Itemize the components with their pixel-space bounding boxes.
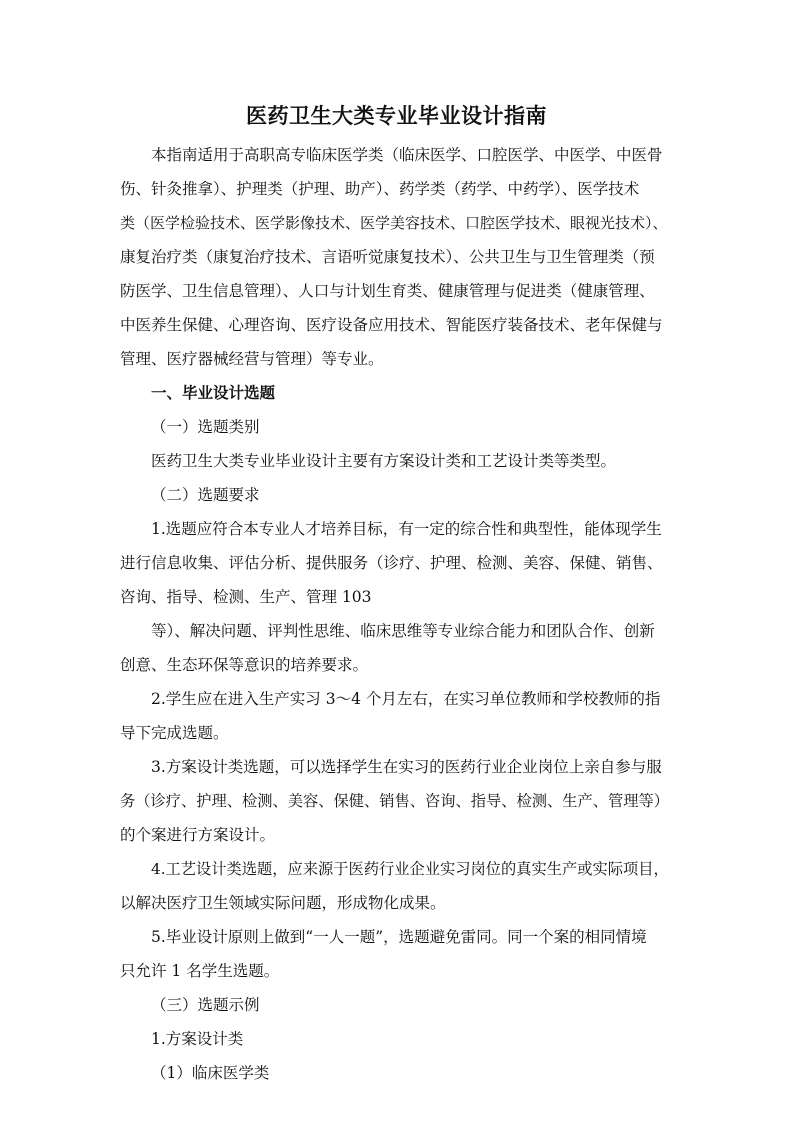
subsection-heading-3: （三）选题示例: [151, 996, 260, 1014]
document-title: 医药卫生大类专业毕业设计指南: [246, 104, 547, 128]
intro-line-1: 本指南适用于高职高专临床医学类（临床医学、口腔医学、中医学、中医骨: [151, 146, 663, 164]
requirement-1-line-5: 创意、生态环保等意识的培养要求。: [120, 656, 369, 674]
requirement-4-line-2: 以解决医疗卫生领域实际问题，形成物化成果。: [120, 894, 446, 912]
example-subheading-1: （1）临床医学类: [151, 1064, 270, 1082]
intro-line-3: 类（医学检验技术、医学影像技术、医学美容技术、口腔医学技术、眼视光技术）、: [120, 214, 668, 232]
requirement-1-line-1: 1.选题应符合本专业人才培养目标，有一定的综合性和典型性，能体现学生: [151, 520, 662, 538]
requirement-2-line-1: 2.学生应在进入生产实习 3～4 个月左右，在实习单位教师和学校教师的指: [151, 690, 661, 708]
requirement-1-line-2: 进行信息收集、评估分析、提供服务（诊疗、护理、检测、美容、保健、销售、: [120, 554, 663, 572]
requirement-3-line-2: 务（诊疗、护理、检测、美容、保健、销售、咨询、指导、检测、生产、管理等）: [120, 792, 669, 810]
requirement-5-line-2: 只允许 1 名学生选题。: [120, 962, 280, 980]
subsection-heading-1: （一）选题类别: [151, 418, 260, 436]
section-heading-1: 一、毕业设计选题: [151, 384, 276, 402]
requirement-5-line-1: 5.毕业设计原则上做到“一人一题”，选题避免雷同。同一个案的相同情境: [151, 928, 647, 946]
example-heading-1: 1.方案设计类: [151, 1030, 244, 1048]
requirement-3-line-3: 的个案进行方案设计。: [120, 826, 276, 844]
intro-line-5: 防医学、卫生信息管理）、人口与计划生育类、健康管理与促进类（健康管理、: [120, 282, 655, 300]
intro-line-6: 中医养生保健、心理咨询、医疗设备应用技术、智能医疗装备技术、老年保健与: [120, 316, 663, 334]
intro-line-7: 管理、医疗器械经营与管理）等专业。: [120, 350, 384, 368]
subsection-text-1: 医药卫生大类专业毕业设计主要有方案设计类和工艺设计类等类型。: [151, 452, 617, 470]
intro-line-4: 康复治疗类（康复治疗技术、言语听觉康复技术）、公共卫生与卫生管理类（预: [120, 248, 655, 266]
requirement-4-line-1: 4.工艺设计类选题，应来源于医药行业企业实习岗位的真实生产或实际项目，: [151, 860, 669, 878]
requirement-1-line-4: 等）、解决问题、评判性思维、临床思维等专业综合能力和团队合作、创新: [151, 622, 655, 640]
intro-line-2: 伤、针灸推拿）、护理类（护理、助产）、药学类（药学、中药学）、医学技术: [120, 180, 640, 198]
subsection-heading-2: （二）选题要求: [151, 486, 260, 504]
requirement-3-line-1: 3.方案设计类选题，可以选择学生在实习的医药行业企业岗位上亲自参与服: [151, 758, 662, 776]
requirement-2-line-2: 导下完成选题。: [120, 724, 229, 742]
requirement-1-line-3: 咨询、指导、检测、生产、管理 103: [120, 588, 372, 606]
